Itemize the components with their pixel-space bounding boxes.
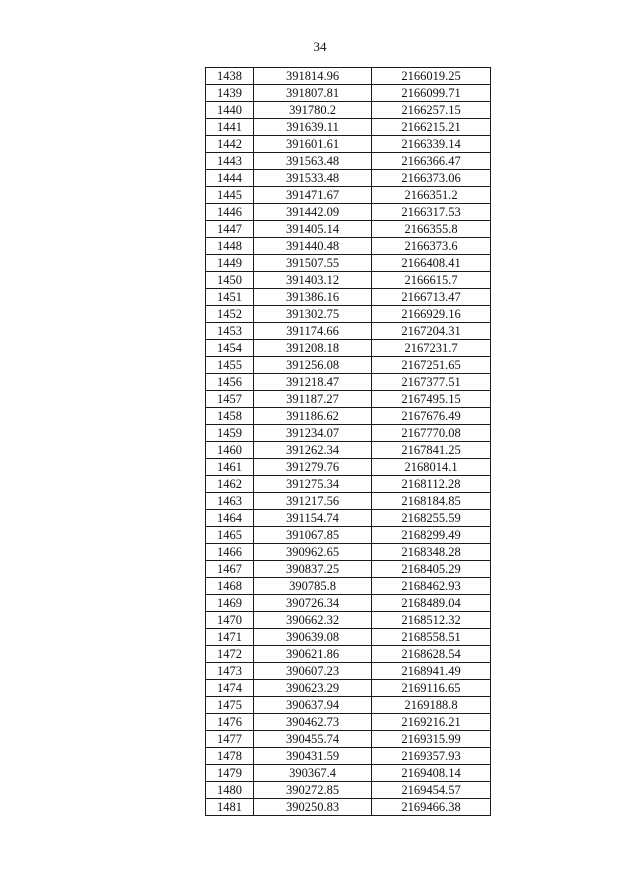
x-coordinate-cell: 391186.62	[254, 408, 372, 425]
coordinates-table	[205, 67, 491, 816]
table-row	[206, 663, 491, 680]
table-row	[206, 187, 491, 204]
point-number-cell: 1457	[206, 391, 254, 408]
table-row	[206, 85, 491, 102]
y-coordinate-cell: 2168558.51	[372, 629, 491, 646]
x-coordinate-cell: 391262.34	[254, 442, 372, 459]
y-coordinate-cell: 2168299.49	[372, 527, 491, 544]
table-row	[206, 612, 491, 629]
y-coordinate-cell: 2166351.2	[372, 187, 491, 204]
coordinates-table-body	[206, 68, 491, 816]
table-row	[206, 408, 491, 425]
point-number-cell: 1456	[206, 374, 254, 391]
point-number-cell: 1477	[206, 731, 254, 748]
table-row	[206, 782, 491, 799]
x-coordinate-cell: 391440.48	[254, 238, 372, 255]
y-coordinate-cell: 2168255.59	[372, 510, 491, 527]
point-number-cell: 1449	[206, 255, 254, 272]
table-row	[206, 68, 491, 85]
table-row	[206, 340, 491, 357]
table-row	[206, 765, 491, 782]
point-number-cell: 1467	[206, 561, 254, 578]
y-coordinate-cell: 2167495.15	[372, 391, 491, 408]
table-row	[206, 646, 491, 663]
point-number-cell: 1441	[206, 119, 254, 136]
y-coordinate-cell: 2166215.21	[372, 119, 491, 136]
y-coordinate-cell: 2168348.28	[372, 544, 491, 561]
y-coordinate-cell: 2166019.25	[372, 68, 491, 85]
y-coordinate-cell: 2166355.8	[372, 221, 491, 238]
y-coordinate-cell: 2166408.41	[372, 255, 491, 272]
table-row	[206, 442, 491, 459]
x-coordinate-cell: 391256.08	[254, 357, 372, 374]
table-row	[206, 425, 491, 442]
x-coordinate-cell: 390726.34	[254, 595, 372, 612]
y-coordinate-cell: 2166373.06	[372, 170, 491, 187]
y-coordinate-cell: 2168941.49	[372, 663, 491, 680]
x-coordinate-cell: 391405.14	[254, 221, 372, 238]
table-row	[206, 102, 491, 119]
point-number-cell: 1469	[206, 595, 254, 612]
y-coordinate-cell: 2167841.25	[372, 442, 491, 459]
y-coordinate-cell: 2166713.47	[372, 289, 491, 306]
table-row	[206, 595, 491, 612]
table-row	[206, 629, 491, 646]
point-number-cell: 1462	[206, 476, 254, 493]
point-number-cell: 1455	[206, 357, 254, 374]
y-coordinate-cell: 2167231.7	[372, 340, 491, 357]
point-number-cell: 1465	[206, 527, 254, 544]
x-coordinate-cell: 391174.66	[254, 323, 372, 340]
point-number-cell: 1466	[206, 544, 254, 561]
table-row	[206, 510, 491, 527]
x-coordinate-cell: 391154.74	[254, 510, 372, 527]
table-row	[206, 391, 491, 408]
point-number-cell: 1459	[206, 425, 254, 442]
x-coordinate-cell: 390662.32	[254, 612, 372, 629]
table-row	[206, 170, 491, 187]
y-coordinate-cell: 2166257.15	[372, 102, 491, 119]
table-row	[206, 578, 491, 595]
y-coordinate-cell: 2169116.65	[372, 680, 491, 697]
y-coordinate-cell: 2169216.21	[372, 714, 491, 731]
x-coordinate-cell: 390621.86	[254, 646, 372, 663]
y-coordinate-cell: 2167770.08	[372, 425, 491, 442]
table-row	[206, 493, 491, 510]
x-coordinate-cell: 391807.81	[254, 85, 372, 102]
table-row	[206, 748, 491, 765]
table-row	[206, 306, 491, 323]
point-number-cell: 1463	[206, 493, 254, 510]
point-number-cell: 1452	[206, 306, 254, 323]
x-coordinate-cell: 390637.94	[254, 697, 372, 714]
y-coordinate-cell: 2168512.32	[372, 612, 491, 629]
x-coordinate-cell: 391601.61	[254, 136, 372, 153]
x-coordinate-cell: 391217.56	[254, 493, 372, 510]
table-row	[206, 731, 491, 748]
y-coordinate-cell: 2167204.31	[372, 323, 491, 340]
table-row	[206, 119, 491, 136]
point-number-cell: 1471	[206, 629, 254, 646]
table-row	[206, 153, 491, 170]
point-number-cell: 1481	[206, 799, 254, 816]
y-coordinate-cell: 2168405.29	[372, 561, 491, 578]
y-coordinate-cell: 2168184.85	[372, 493, 491, 510]
y-coordinate-cell: 2166929.16	[372, 306, 491, 323]
table-row	[206, 289, 491, 306]
x-coordinate-cell: 390837.25	[254, 561, 372, 578]
table-row	[206, 238, 491, 255]
table-row	[206, 323, 491, 340]
x-coordinate-cell: 391234.07	[254, 425, 372, 442]
table-row	[206, 221, 491, 238]
y-coordinate-cell: 2168489.04	[372, 595, 491, 612]
table-row	[206, 136, 491, 153]
y-coordinate-cell: 2167676.49	[372, 408, 491, 425]
x-coordinate-cell: 390962.65	[254, 544, 372, 561]
y-coordinate-cell: 2166339.14	[372, 136, 491, 153]
table-row	[206, 272, 491, 289]
point-number-cell: 1438	[206, 68, 254, 85]
y-coordinate-cell: 2169357.93	[372, 748, 491, 765]
x-coordinate-cell: 391067.85	[254, 527, 372, 544]
x-coordinate-cell: 390272.85	[254, 782, 372, 799]
point-number-cell: 1475	[206, 697, 254, 714]
point-number-cell: 1453	[206, 323, 254, 340]
x-coordinate-cell: 390367.4	[254, 765, 372, 782]
x-coordinate-cell: 391442.09	[254, 204, 372, 221]
table-row	[206, 561, 491, 578]
y-coordinate-cell: 2169188.8	[372, 697, 491, 714]
y-coordinate-cell: 2167251.65	[372, 357, 491, 374]
y-coordinate-cell: 2166317.53	[372, 204, 491, 221]
point-number-cell: 1464	[206, 510, 254, 527]
point-number-cell: 1439	[206, 85, 254, 102]
point-number-cell: 1479	[206, 765, 254, 782]
x-coordinate-cell: 391780.2	[254, 102, 372, 119]
y-coordinate-cell: 2167377.51	[372, 374, 491, 391]
table-row	[206, 680, 491, 697]
page-number: 34	[313, 39, 327, 54]
x-coordinate-cell: 390462.73	[254, 714, 372, 731]
x-coordinate-cell: 391563.48	[254, 153, 372, 170]
x-coordinate-cell: 391403.12	[254, 272, 372, 289]
point-number-cell: 1448	[206, 238, 254, 255]
y-coordinate-cell: 2169466.38	[372, 799, 491, 816]
point-number-cell: 1473	[206, 663, 254, 680]
point-number-cell: 1444	[206, 170, 254, 187]
y-coordinate-cell: 2166099.71	[372, 85, 491, 102]
x-coordinate-cell: 391218.47	[254, 374, 372, 391]
x-coordinate-cell: 391471.67	[254, 187, 372, 204]
y-coordinate-cell: 2169454.57	[372, 782, 491, 799]
x-coordinate-cell: 391279.76	[254, 459, 372, 476]
table-row	[206, 799, 491, 816]
x-coordinate-cell: 391533.48	[254, 170, 372, 187]
table-row	[206, 527, 491, 544]
y-coordinate-cell: 2166366.47	[372, 153, 491, 170]
point-number-cell: 1461	[206, 459, 254, 476]
y-coordinate-cell: 2166373.6	[372, 238, 491, 255]
point-number-cell: 1470	[206, 612, 254, 629]
table-row	[206, 714, 491, 731]
table-row	[206, 204, 491, 221]
x-coordinate-cell: 390623.29	[254, 680, 372, 697]
x-coordinate-cell: 390639.08	[254, 629, 372, 646]
x-coordinate-cell: 390431.59	[254, 748, 372, 765]
point-number-cell: 1450	[206, 272, 254, 289]
x-coordinate-cell: 390250.83	[254, 799, 372, 816]
table-row	[206, 697, 491, 714]
table-row	[206, 374, 491, 391]
y-coordinate-cell: 2169408.14	[372, 765, 491, 782]
x-coordinate-cell: 391507.55	[254, 255, 372, 272]
point-number-cell: 1460	[206, 442, 254, 459]
x-coordinate-cell: 391302.75	[254, 306, 372, 323]
point-number-cell: 1468	[206, 578, 254, 595]
x-coordinate-cell: 391208.18	[254, 340, 372, 357]
point-number-cell: 1472	[206, 646, 254, 663]
point-number-cell: 1458	[206, 408, 254, 425]
table-row	[206, 255, 491, 272]
x-coordinate-cell: 391275.34	[254, 476, 372, 493]
table-row	[206, 476, 491, 493]
y-coordinate-cell: 2166615.7	[372, 272, 491, 289]
point-number-cell: 1451	[206, 289, 254, 306]
point-number-cell: 1440	[206, 102, 254, 119]
y-coordinate-cell: 2169315.99	[372, 731, 491, 748]
x-coordinate-cell: 391639.11	[254, 119, 372, 136]
table-row	[206, 357, 491, 374]
y-coordinate-cell: 2168014.1	[372, 459, 491, 476]
point-number-cell: 1480	[206, 782, 254, 799]
point-number-cell: 1446	[206, 204, 254, 221]
x-coordinate-cell: 390455.74	[254, 731, 372, 748]
x-coordinate-cell: 390785.8	[254, 578, 372, 595]
table-row	[206, 459, 491, 476]
x-coordinate-cell: 390607.23	[254, 663, 372, 680]
x-coordinate-cell: 391386.16	[254, 289, 372, 306]
point-number-cell: 1445	[206, 187, 254, 204]
y-coordinate-cell: 2168628.54	[372, 646, 491, 663]
table-row	[206, 544, 491, 561]
point-number-cell: 1474	[206, 680, 254, 697]
point-number-cell: 1476	[206, 714, 254, 731]
point-number-cell: 1442	[206, 136, 254, 153]
y-coordinate-cell: 2168462.93	[372, 578, 491, 595]
point-number-cell: 1443	[206, 153, 254, 170]
point-number-cell: 1478	[206, 748, 254, 765]
x-coordinate-cell: 391814.96	[254, 68, 372, 85]
x-coordinate-cell: 391187.27	[254, 391, 372, 408]
point-number-cell: 1447	[206, 221, 254, 238]
point-number-cell: 1454	[206, 340, 254, 357]
y-coordinate-cell: 2168112.28	[372, 476, 491, 493]
